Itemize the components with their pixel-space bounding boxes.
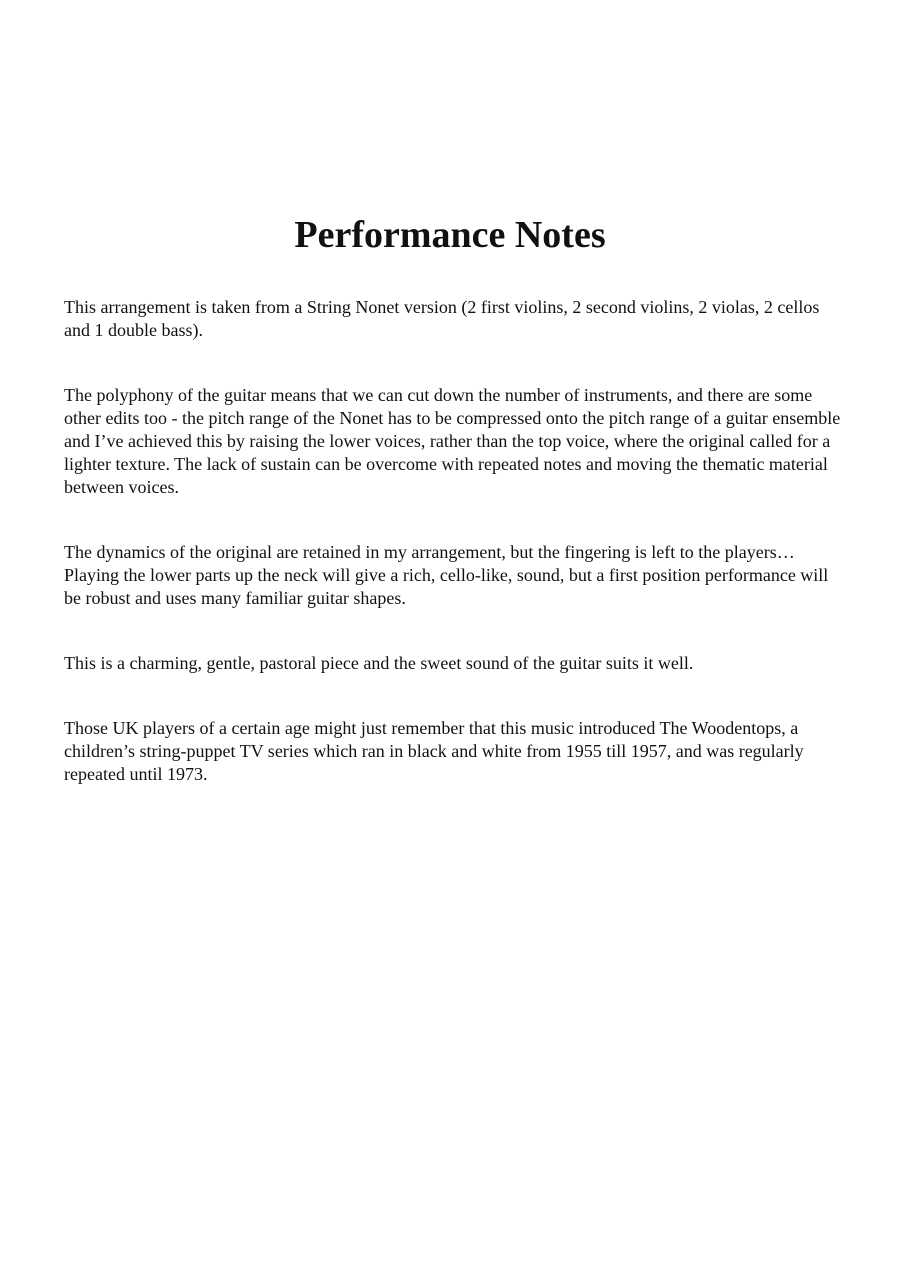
notes-body: [64, 296, 844, 828]
paragraph-character: This is a charming, gentle, pastoral piece and the sweet sound of the guitar suits it well.: [64, 653, 694, 673]
paragraph-arrangement-source: This arrangement is taken from a String Nonet version (2 first violins, 2 second violins, 2 violas, 2 cellos and 1 double bass).: [64, 297, 820, 340]
paragraph-woodentops: Those UK players of a certain age might just remember that this music introduced The Woodentops, a children’s string-puppet TV series which ran in black and white from 1955 till 1957, and was regularly repeated until 1973.: [64, 718, 804, 784]
page-title: Performance Notes: [294, 214, 606, 256]
paragraph-polyphony: The polyphony of the guitar means that we can cut down the number of instruments, and there are some other edits too - the pitch range of the Nonet has to be compressed onto the pitch range of a guitar ensemble and I’ve achieved this by raising the lower voices, rather than the top voice, where the original called for a lighter texture. The lack of sustain can be overcome with repeated notes and moving the thematic material between voices.: [64, 385, 841, 497]
paragraph-dynamics: The dynamics of the original are retained in my arrangement, but the fingering is left to the players… Playing the lower parts up the neck will give a rich, cello-like, sound, but a first position performance will be robust and uses many familiar guitar shapes.: [64, 542, 829, 608]
